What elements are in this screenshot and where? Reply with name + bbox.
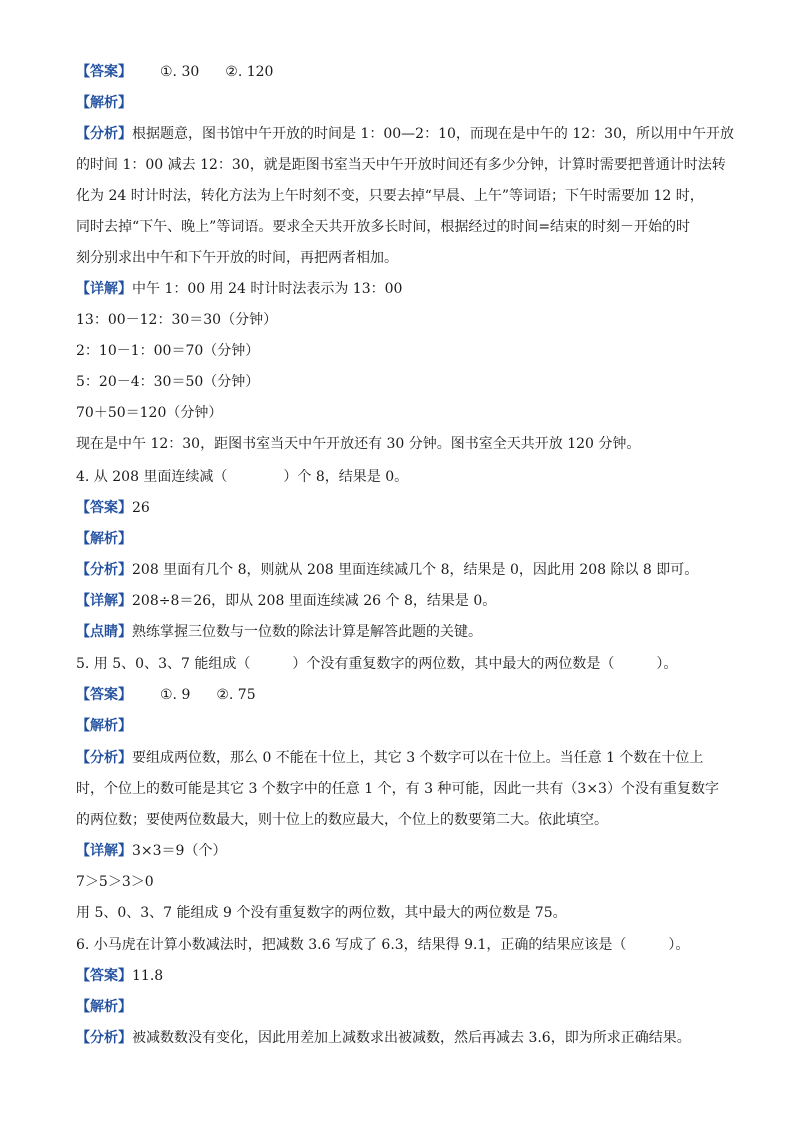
answer-option-1: ①. 9 bbox=[160, 687, 191, 703]
equation-line bbox=[76, 341, 718, 361]
text-line bbox=[76, 248, 718, 268]
line-text: 被减数数没有变化，因此用差加上减数求出被减数，然后再减去 3.6，即为所求正确结果。 bbox=[132, 1030, 691, 1046]
line-text: 5：20－4：30＝50（分钟） bbox=[76, 374, 260, 390]
line-text: 现在是中午 12：30，距图书室当天中午开放还有 30 分钟。图书室全天共开放 120 分钟。 bbox=[76, 436, 641, 452]
question-text: 5. 用 5、0、3、7 能组成（ ）个没有重复数字的两位数，其中最大的两位数是（ ）。 bbox=[76, 656, 678, 672]
detail-line bbox=[76, 279, 718, 299]
line-text: 根据题意，图书馆中午开放的时间是 1：00—2：10，而现在是中午的 12：30，所以用中午开放 bbox=[132, 126, 734, 142]
answer-tag: 【答案】 bbox=[76, 64, 132, 80]
text-line bbox=[76, 155, 726, 175]
answer-line bbox=[76, 966, 718, 986]
answer-value: 26 bbox=[132, 500, 150, 516]
answer-tag: 【答案】 bbox=[76, 687, 132, 703]
detail-line bbox=[76, 591, 718, 611]
answer-option-2: ②. 120 bbox=[225, 64, 274, 80]
analysis-paragraph bbox=[76, 124, 734, 144]
line-text: 70＋50＝120（分钟） bbox=[76, 405, 223, 421]
analysis-sub-tag: 【分析】 bbox=[76, 1030, 132, 1046]
analysis-paragraph bbox=[76, 1028, 718, 1048]
answer-line bbox=[76, 685, 718, 705]
line-text: 的时间 1：00 减去 12：30，就是距图书室当天中午开放时间还有多少分钟，计算时需要把普通计时法转 bbox=[76, 157, 726, 173]
analysis-sub-tag: 【分析】 bbox=[76, 562, 132, 578]
line-text: 2：10－1：00＝70（分钟） bbox=[76, 343, 260, 359]
answer-tag: 【答案】 bbox=[76, 500, 132, 516]
equation-line bbox=[76, 310, 718, 330]
analysis-tag: 【解析】 bbox=[76, 999, 132, 1015]
analysis-heading bbox=[76, 716, 718, 736]
line-text: 用 5、0、3、7 能组成 9 个没有重复数字的两位数，其中最大的两位数是 75。 bbox=[76, 905, 567, 921]
line-text: 208 里面有几个 8，则就从 208 里面连续减几个 8，结果是 0，因此用 208 除以 8 即可。 bbox=[132, 562, 699, 578]
question-text: 6. 小马虎在计算小数减法时，把减数 3.6 写成了 6.3，结果得 9.1，正确的结果应该是（ ）。 bbox=[76, 937, 690, 953]
detail-line bbox=[76, 841, 718, 861]
line-text: 的两位数；要使两位数最大，则十位上的数应最大，个位上的数要第二大。依此填空。 bbox=[76, 812, 608, 828]
key-point-tag: 【点睛】 bbox=[76, 624, 132, 640]
equation-line bbox=[76, 372, 718, 392]
line-text: 刻分别求出中午和下午开放的时间，再把两者相加。 bbox=[76, 250, 398, 266]
analysis-paragraph bbox=[76, 748, 718, 768]
detail-tag: 【详解】 bbox=[76, 593, 132, 609]
analysis-tag: 【解析】 bbox=[76, 718, 132, 734]
line-text: 3×3＝9（个） bbox=[132, 843, 227, 859]
analysis-heading bbox=[76, 93, 718, 113]
answer-line bbox=[76, 62, 718, 82]
line-text: 7＞5＞3＞0 bbox=[76, 874, 154, 890]
detail-tag: 【详解】 bbox=[76, 843, 132, 859]
line-text: 要组成两位数，那么 0 不能在十位上，其它 3 个数字可以在十位上。当任意 1 个数在十位上 bbox=[132, 750, 704, 766]
line-text: 同时去掉“下午、晚上”等词语。要求全天共开放多长时间，根据经过的时间=结束的时刻－开始的时 bbox=[76, 219, 691, 235]
analysis-paragraph bbox=[76, 560, 718, 580]
text-line bbox=[76, 779, 718, 799]
answer-tag: 【答案】 bbox=[76, 968, 132, 984]
equation-line bbox=[76, 403, 718, 423]
answer-option-1: ①. 30 bbox=[160, 64, 200, 80]
line-text: 化为 24 时计时法，转化方法为上午时刻不变，只要去掉“早晨、上午”等词语；下午时需要加 12 时， bbox=[76, 188, 704, 204]
line-text: 中午 1：00 用 24 时计时法表示为 13：00 bbox=[132, 281, 403, 297]
answer-line bbox=[76, 498, 718, 518]
key-point-line bbox=[76, 622, 718, 642]
conclusion-line bbox=[76, 434, 718, 454]
question-5 bbox=[76, 654, 718, 674]
text-line bbox=[76, 186, 718, 206]
analysis-heading bbox=[76, 529, 718, 549]
text-line bbox=[76, 810, 718, 830]
line-text: 13：00－12：30＝30（分钟） bbox=[76, 312, 278, 328]
text-line bbox=[76, 217, 718, 237]
analysis-sub-tag: 【分析】 bbox=[76, 126, 132, 142]
analysis-heading bbox=[76, 997, 718, 1017]
line-text: 熟练掌握三位数与一位数的除法计算是解答此题的关键。 bbox=[132, 624, 482, 640]
line-text: 时，个位上的数可能是其它 3 个数字中的任意 1 个，有 3 种可能，因此一共有（3×3）个没有重复数字 bbox=[76, 781, 719, 797]
equation-line bbox=[76, 872, 718, 892]
line-text: 208÷8＝26，即从 208 里面连续减 26 个 8，结果是 0。 bbox=[132, 593, 497, 609]
question-text: 4. 从 208 里面连续减（ ）个 8，结果是 0。 bbox=[76, 469, 409, 485]
analysis-tag: 【解析】 bbox=[76, 95, 132, 111]
question-4 bbox=[76, 467, 718, 487]
answer-option-2: ②. 75 bbox=[216, 687, 256, 703]
analysis-tag: 【解析】 bbox=[76, 531, 132, 547]
analysis-sub-tag: 【分析】 bbox=[76, 750, 132, 766]
conclusion-line bbox=[76, 903, 718, 923]
detail-tag: 【详解】 bbox=[76, 281, 132, 297]
question-6 bbox=[76, 935, 718, 955]
answer-value: 11.8 bbox=[132, 968, 164, 984]
